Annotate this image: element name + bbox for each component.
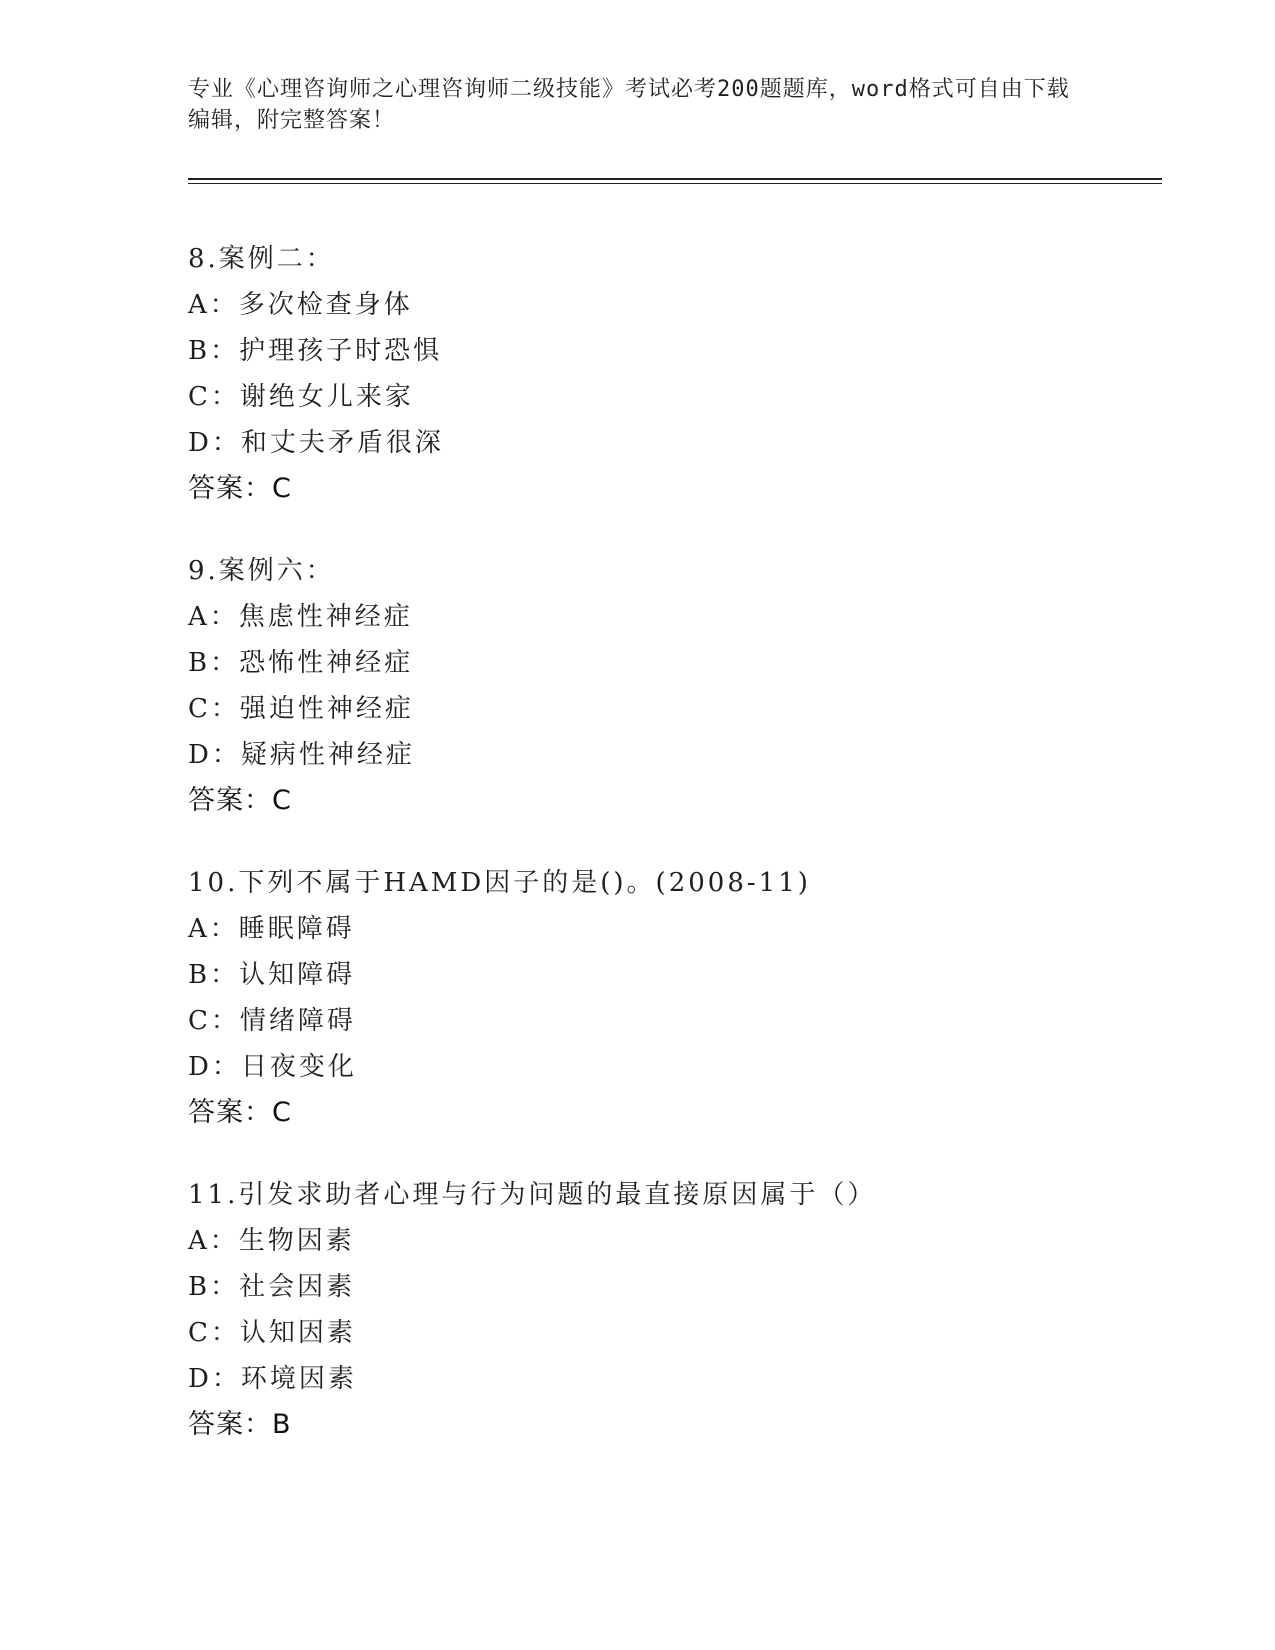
option-d: D：日夜变化 [188, 1052, 357, 1082]
option-b: B：恐怖性神经症 [188, 648, 414, 678]
answer-text: 答案：C [188, 1097, 292, 1128]
question-list [188, 236, 1148, 1484]
option-a: A：生物因素 [188, 1226, 355, 1256]
option-d: D：环境因素 [188, 1364, 357, 1394]
document-header: 专业《心理咨询师之心理咨询师二级技能》考试必考200题题库，word格式可自由下载编辑，附完整答案！ [188, 77, 1070, 133]
question-item-9 [188, 548, 1148, 824]
question-title: 11.引发求助者心理与行为问题的最直接原因属于（） [188, 1180, 877, 1210]
option-c: C：情绪障碍 [188, 1006, 356, 1036]
option-c: C：谢绝女儿来家 [188, 382, 414, 412]
question-item-8 [188, 236, 1148, 512]
header-divider-thick [188, 178, 1162, 180]
question-title: 9.案例六： [188, 556, 335, 586]
option-a: A：睡眠障碍 [188, 914, 355, 944]
header-divider-thin [188, 183, 1162, 184]
question-item-10 [188, 860, 1148, 1136]
option-b: B：护理孩子时恐惧 [188, 336, 443, 366]
answer-text: 答案：C [188, 785, 292, 816]
option-c: C：认知因素 [188, 1318, 356, 1348]
option-d: D：和丈夫矛盾很深 [188, 428, 444, 458]
option-b: B：认知障碍 [188, 960, 356, 990]
question-item-11 [188, 1172, 1148, 1448]
answer-text: 答案：B [188, 1409, 292, 1440]
option-d: D：疑病性神经症 [188, 740, 415, 770]
option-a: A：多次检查身体 [188, 290, 413, 320]
option-a: A：焦虑性神经症 [188, 602, 413, 632]
option-b: B：社会因素 [188, 1272, 356, 1302]
question-title: 8.案例二： [188, 244, 335, 274]
answer-text: 答案：C [188, 473, 292, 504]
option-c: C：强迫性神经症 [188, 694, 414, 724]
question-title: 10.下列不属于HAMD因子的是()。(2008-11) [188, 868, 811, 898]
